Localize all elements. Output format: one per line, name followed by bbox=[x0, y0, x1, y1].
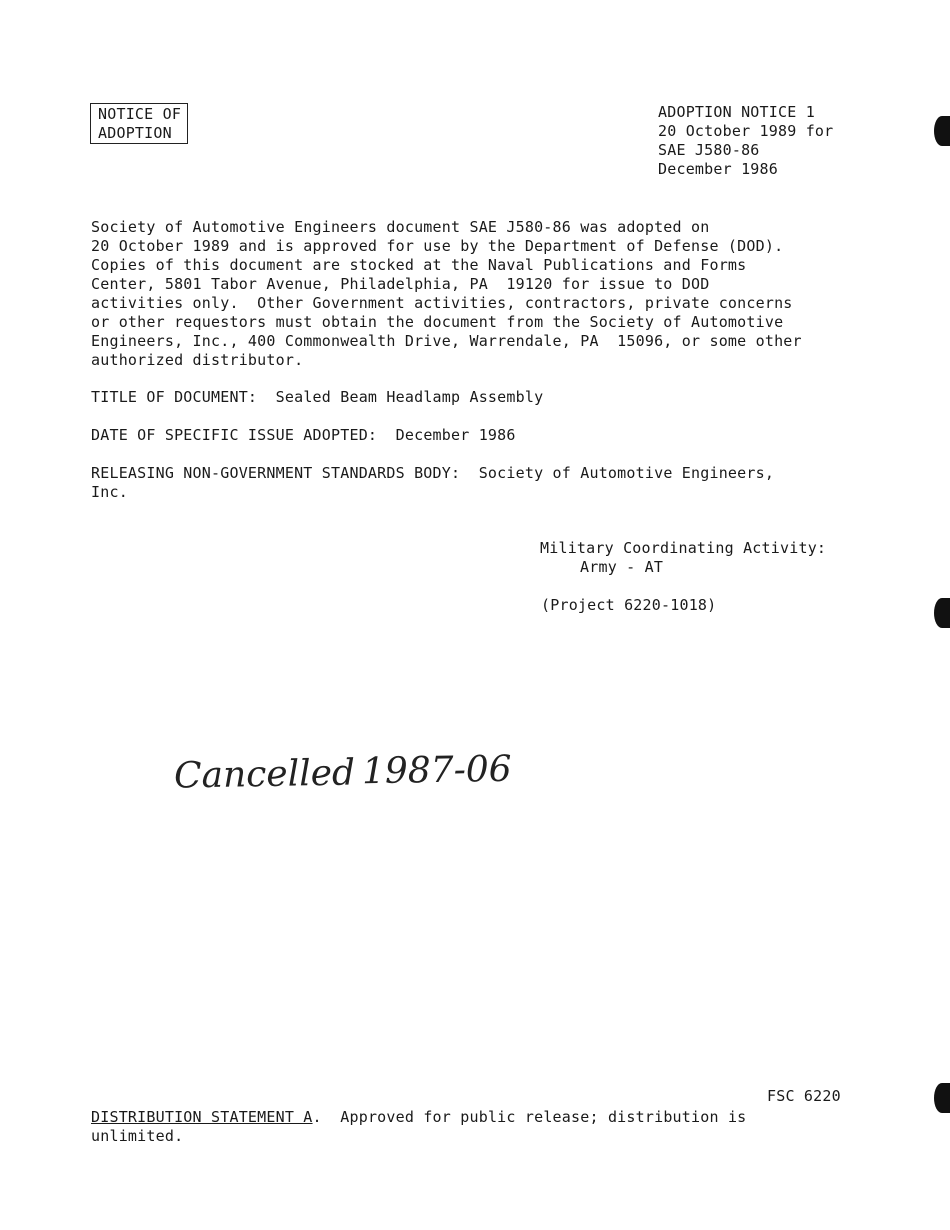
releasing-body-line-2: Inc. bbox=[91, 483, 128, 501]
coordinating-activity bbox=[540, 539, 826, 577]
title-of-document bbox=[91, 388, 543, 407]
project-number: (Project 6220-1018) bbox=[541, 596, 717, 614]
paragraph-line: 20 October 1989 and is approved for use by the Department of Defense (DOD). bbox=[91, 237, 784, 255]
releasing-body-line-1 bbox=[91, 464, 774, 483]
document-id: SAE J580-86 bbox=[658, 141, 760, 159]
paragraph-line: Center, 5801 Tabor Avenue, Philadelphia, PA 19120 for issue to DOD bbox=[91, 275, 710, 293]
badge-line-1: NOTICE OF bbox=[98, 105, 182, 123]
paragraph-line: Society of Automotive Engineers document SAE J580-86 was adopted on bbox=[91, 218, 710, 236]
issue-label: DATE OF SPECIFIC ISSUE ADOPTED: bbox=[91, 426, 378, 444]
issue-value: December 1986 bbox=[395, 426, 516, 444]
distribution-text: Approved for public release; distribution is bbox=[340, 1108, 747, 1126]
paragraph-line: or other requestors must obtain the document from the Society of Automotive bbox=[91, 313, 784, 331]
releasing-body bbox=[91, 464, 774, 502]
badge-line-2: ADOPTION bbox=[98, 124, 172, 142]
notice-number: ADOPTION NOTICE 1 bbox=[658, 103, 815, 121]
handwritten-date: 1987-06 bbox=[361, 748, 512, 793]
distribution-line-1: DISTRIBUTION STATEMENT A. Approved for public release; distribution is bbox=[91, 1108, 747, 1126]
punch-hole-mark bbox=[934, 598, 950, 628]
document-date: December 1986 bbox=[658, 160, 778, 178]
paragraph-line: Engineers, Inc., 400 Commonwealth Drive, Warrendale, PA 15096, or some other bbox=[91, 332, 802, 350]
paragraph-line: Copies of this document are stocked at the Naval Publications and Forms bbox=[91, 256, 747, 274]
coordinating-label: Military Coordinating Activity: bbox=[540, 539, 827, 557]
notice-date: 20 October 1989 for bbox=[658, 122, 834, 140]
title-label: TITLE OF DOCUMENT: bbox=[91, 388, 258, 406]
title-value: Sealed Beam Headlamp Assembly bbox=[275, 388, 544, 406]
paragraph-line: authorized distributor. bbox=[91, 351, 304, 369]
releasing-body-value: Society of Automotive Engineers, bbox=[478, 464, 775, 482]
fsc-code: FSC 6220 bbox=[767, 1087, 841, 1105]
date-of-issue bbox=[91, 426, 516, 445]
handwritten-cancelled: Cancelled bbox=[173, 752, 356, 797]
adoption-notice-header bbox=[658, 103, 833, 179]
punch-hole-mark bbox=[934, 116, 950, 146]
punch-hole-mark bbox=[934, 1083, 950, 1113]
coordinating-activity-name: Army - AT bbox=[580, 558, 664, 576]
releasing-body-label: RELEASING NON-GOVERNMENT STANDARDS BODY: bbox=[91, 464, 461, 482]
distribution-statement bbox=[91, 1108, 746, 1146]
notice-of-adoption-badge bbox=[90, 103, 188, 144]
paragraph-line: activities only. Other Government activities, contractors, private concerns bbox=[91, 294, 793, 312]
distribution-label: DISTRIBUTION STATEMENT A bbox=[91, 1108, 313, 1126]
adoption-paragraph bbox=[91, 218, 802, 370]
distribution-line-2: unlimited. bbox=[91, 1127, 184, 1145]
